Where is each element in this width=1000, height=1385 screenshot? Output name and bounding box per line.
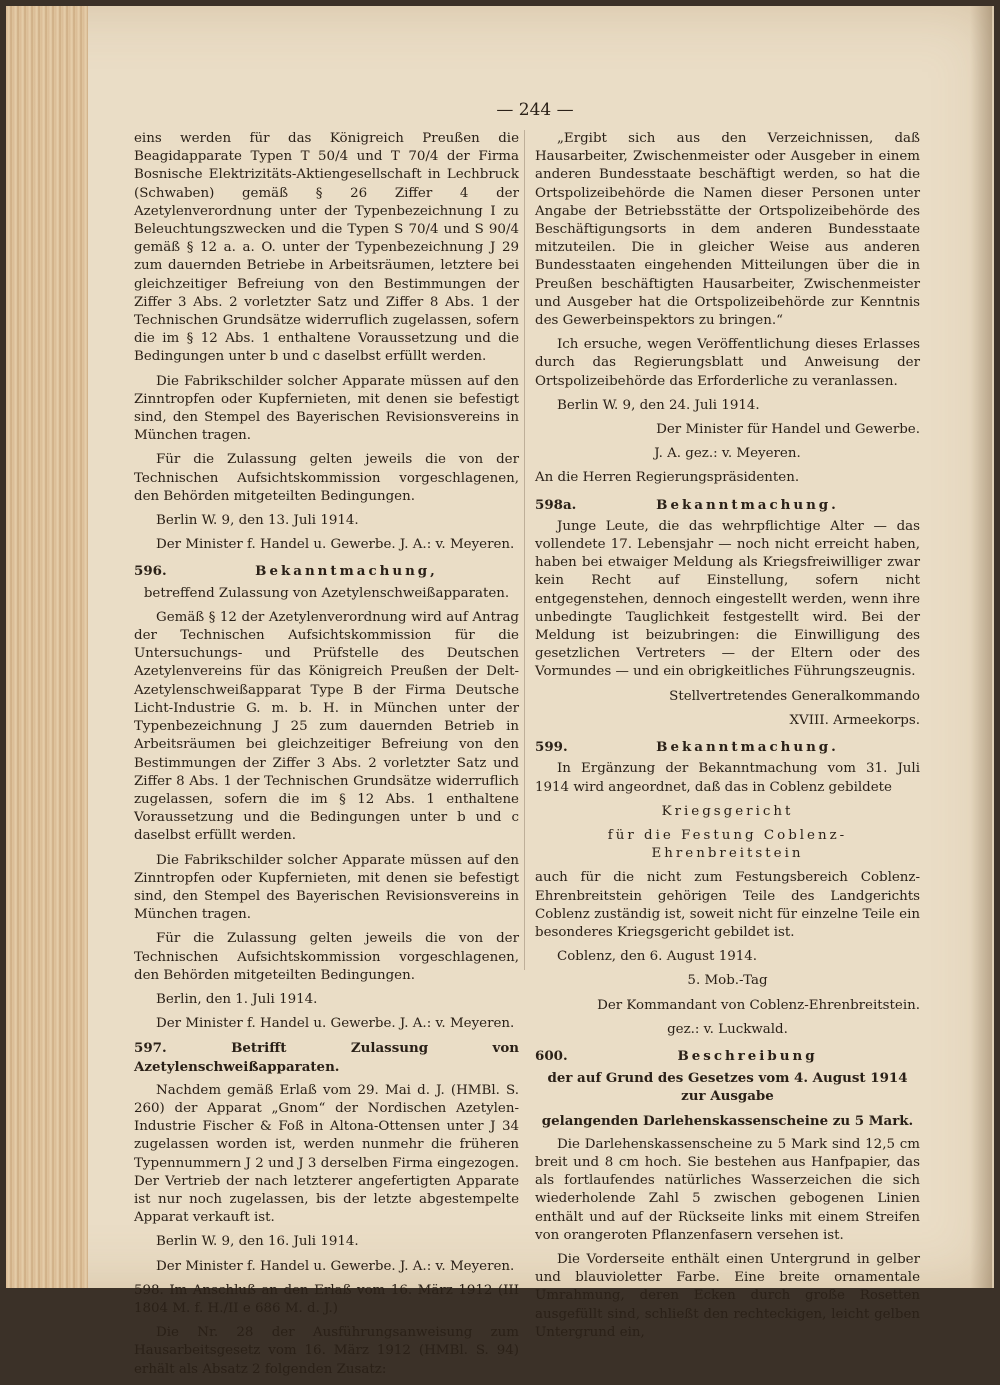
section-number: 598a. <box>535 496 577 513</box>
section-title: Bekanntmachung, <box>255 563 438 580</box>
signature-line: Der Kommandant von Coblenz-Ehrenbreitstein. <box>597 997 920 1013</box>
date-line: Coblenz, den 6. August 1914. <box>557 949 758 965</box>
paragraph-fabrikschilder: Die Fabrikschilder solcher Apparate müssen auf den Zinntropfen oder Kupfernieten, mit denen sie befestigt sind, den Stempel des Bayerischen Revisionsvereins in München tragen. <box>134 373 519 444</box>
section-597-paragraph: Nachdem gemäß Erlaß vom 29. Mai d. J. (HMBl. S. 260) der Apparat „Gnom“ der Nordischen Azetylen-Industrie Fischer & Foß in Altona-Ottensen unter J 34 zugelassen worden ist, werden nunmehr die früheren Typennummern J 2 und J 3 derselben Firma eingezogen. Der Vertrieb der nach letzterer angefertigten Apparate ist nur noch zugelassen, bis der letzte abgestempelte Apparat verkauft ist. <box>134 1082 519 1226</box>
book-binding <box>970 6 992 1288</box>
section-596-paragraph: Die Fabrikschilder solcher Apparate müssen auf den Zinntropfen oder Kupfernieten, mit denen sie befestigt sind, den Stempel des Bayerischen Revisionsvereins in München tragen. <box>134 852 519 923</box>
signature-line: Der Minister f. Handel u. Gewerbe. J. A.: v. Meyeren. <box>156 537 515 553</box>
section-title: Bekanntmachung. <box>656 739 839 756</box>
signature-line: J. A. gez.: v. Meyeren. <box>654 446 801 462</box>
section-600-paragraph: Die Vorderseite enthält einen Untergrund in gelber und blauvioletter Farbe. Eine breite ornamentale Umrahmung, deren Ecken durch große Rosetten ausgefüllt sind, schließt den rechteckigen, leicht gelben Untergrund ein, <box>535 1251 920 1340</box>
section-596-paragraph: Gemäß § 12 der Azetylenverordnung wird auf Antrag der Technischen Aufsichtskommission für die Untersuchungs- und Prüfstelle des Deutschen Azetylenvereins für das Königreich Preußen der Delt-Azetylenschweißapparat Type B der Firma Deutsche Licht-Industrie G. m. b. H. in München unter der Typenbezeichnung J 25 zum dauernden Betrieb in Arbeitsräumen bei gleichzeitiger Befreiung von den Bestimmungen der Ziffer 3 Abs. 2 vorletzter Satz und Ziffer 8 Abs. 1 der Technischen Grundsätze widerruflich zugelassen, sofern die im § 12 Abs. 1 enthaltene Voraussetzung und die Bedingungen unter b und c daselbst erfüllt werden. <box>134 609 519 844</box>
fortress-line: für die Festung Coblenz-Ehrenbreitstein <box>607 827 848 862</box>
request-paragraph: Ich ersuche, wegen Veröffentlichung dieses Erlasses durch das Regierungsblatt und Anweisung der Ortspolizeibehörde das Erforderliche zu veranlassen. <box>535 337 920 389</box>
section-596-heading <box>134 562 519 580</box>
paragraph-continuation: eins werden für das Königreich Preußen die Beagidapparate Typen T 50/4 und T 70/4 der Firma Bosnische Elektrizitäts-Aktiengesellschaft in Lechbruck (Schwaben) gemäß § 26 Ziffer 4 der Azetylenverordnung unter der Typenbezeichnung I zu Beleuchtungszwecken und die Typen S 70/4 und S 90/4 gemäß § 12 a. a. O. unter der Typenbezeichnung J 29 zum dauernden Betriebe in Arbeitsräumen, letztere bei gleichzeitiger Befreiung von den Bestimmungen der Ziffer 3 Abs. 2 vorletzter Satz und Ziffer 8 Abs. 1 der Technischen Grundsätze widerruflich zugelassen, sofern die im § 12 Abs. 1 enthaltene Voraussetzung und die Bedingungen unter b und c daselbst erfüllt werden. <box>134 131 519 365</box>
signature-line: Der Minister f. Handel u. Gewerbe. J. A.: v. Meyeren. <box>156 1016 515 1032</box>
section-number: 600. <box>535 1047 568 1064</box>
section-title: Beschreibung <box>677 1047 818 1064</box>
court-title: Kriegsgericht <box>661 803 794 819</box>
mobilization-day: 5. Mob.-Tag <box>687 973 768 989</box>
section-number: 599. <box>535 739 568 756</box>
date-line: Berlin W. 9, den 24. Juli 1914. <box>557 397 760 413</box>
date-line: Berlin W. 9, den 13. Juli 1914. <box>156 513 359 529</box>
page-number: — 244 — <box>496 100 574 120</box>
section-598a-heading <box>535 496 920 514</box>
section-599-heading <box>535 738 920 756</box>
section-600-subtitle: gelangenden Darlehenskassenscheine zu 5 Mark. <box>541 1112 914 1129</box>
signature-line: XVIII. Armeekorps. <box>789 712 920 728</box>
section-598-intro: 598. Im Anschluß an den Erlaß vom 16. März 1912 (III 1804 M. f. H./II e 686 M. d. J.) <box>134 1282 519 1316</box>
column-divider <box>524 130 525 970</box>
left-column <box>134 130 519 1385</box>
signature-line: Der Minister f. Handel u. Gewerbe. J. A.: v. Meyeren. <box>156 1258 515 1274</box>
paragraph-zulassung: Für die Zulassung gelten jeweils die von der Technischen Aufsichtskommission vorgeschlagenen, den Behörden mitgeteilten Bedingungen. <box>134 452 519 504</box>
addressee-line: An die Herren Regierungspräsidenten. <box>535 470 800 486</box>
section-599-paragraph: auch für die nicht zum Festungsbereich Coblenz-Ehrenbreitstein gehörigen Teile des Landgerichts Coblenz zuständig ist, soweit nicht für einzelne Teile ein besonderes Kriegsgericht gebildet ist. <box>535 870 920 940</box>
section-597-heading: 597. Betrifft Zulassung von Azetylenschweißapparaten. <box>134 1040 519 1075</box>
date-line: Berlin, den 1. Juli 1914. <box>156 991 318 1007</box>
date-line: Berlin W. 9, den 16. Juli 1914. <box>156 1234 359 1250</box>
signature-line: gez.: v. Luckwald. <box>667 1021 788 1037</box>
section-600-subtitle: der auf Grund des Gesetzes vom 4. August 1914 zur Ausgabe <box>547 1070 908 1105</box>
section-598-paragraph: Die Nr. 28 der Ausführungsanweisung zum Hausarbeitsgesetz vom 16. März 1912 (HMBl. S. 94) erhält als Absatz 2 folgenden Zusatz: <box>134 1325 519 1377</box>
signature-line: Stellvertretendes Generalkommando <box>669 688 920 704</box>
section-598a-paragraph: Junge Leute, die das wehrpflichtige Alter — das vollendete 17. Lebensjahr — noch nicht erreicht haben, haben bei etwaiger Meldung als Kriegsfreiwilliger zwar kein Recht auf Einstellung, sofern nicht entgegenstehen, dennoch eingestellt werden, wenn ihre unbedingte Tauglichkeit festgestellt wird. Bei der Meldung ist beizubringen: die Einwilligung des gesetzlichen Vertreters — der Eltern oder des Vormundes — und ein obrigkeitliches Führungszeugnis. <box>535 518 920 680</box>
section-600-heading <box>535 1047 920 1065</box>
page-edges <box>6 6 88 1288</box>
section-596-paragraph: Für die Zulassung gelten jeweils die von der Technischen Aufsichtskommission vorgeschlagenen, den Behörden mitgeteilten Bedingungen. <box>134 931 519 983</box>
quote-paragraph: „Ergibt sich aus den Verzeichnissen, daß Hausarbeiter, Zwischenmeister oder Ausgeber in einem anderen Bundesstaate beschäftigt werden, so hat die Ortspolizeibehörde die Namen dieser Personen unter Angabe der Betriebsstätte der Ortspolizeibehörde des Beschäftigungsorts in dem anderen Bundesstaate mitzuteilen. Die in gleicher Weise aus anderen Bundesstaaten eingehenden Mitteilungen über die in Preußen beschäftigten Hausarbeiter, Zwischenmeister und Ausgeber hat die Ortspolizeibehörde zur Kenntnis des Gewerbeinspektors zu bringen.“ <box>535 131 920 329</box>
minister-line: Der Minister für Handel und Gewerbe. <box>656 422 920 438</box>
right-column <box>535 130 920 1348</box>
section-number: 596. <box>134 563 167 580</box>
section-subtitle: betreffend Zulassung von Azetylenschweißapparaten. <box>143 585 510 601</box>
section-599-paragraph: In Ergänzung der Bekanntmachung vom 31. Juli 1914 wird angeordnet, daß das in Coblenz gebildete <box>535 761 920 795</box>
section-title: Bekanntmachung. <box>656 496 839 513</box>
section-600-paragraph: Die Darlehenskassenscheine zu 5 Mark sind 12,5 cm breit und 8 cm hoch. Sie bestehen aus Hanfpapier, das als fortlaufendes natürliches Wasserzeichen die sich wiederholende Zahl 5 zwischen gebogenen Linien enthält und auf der Rückseite links mit einem Streifen von orangeroten Pflanzenfasern versehen ist. <box>535 1136 920 1243</box>
